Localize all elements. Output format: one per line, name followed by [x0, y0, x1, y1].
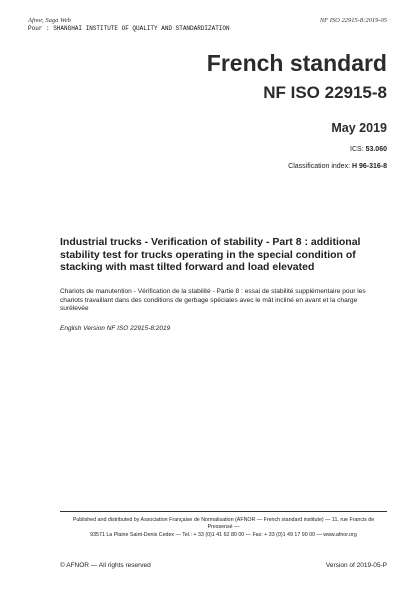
header-source: Afnor, Saga Web	[28, 17, 71, 24]
header-reference: NF ISO 22915-8:2019-05	[319, 17, 387, 24]
publisher-line-1: Published and distributed by Association Française de Normalisation (AFNOR — French standard institute) — 11, rue Francis de Pressensé —	[72, 517, 375, 531]
document-title-french: Chariots de manutention - Vérification de la stabilité - Partie 8 : essai de stabilité supplémentaire pour les chariots travaillant dans des conditions de gerbage spéciales avec le mât incliné en avant et la charge surélevée	[60, 288, 366, 313]
copyright-notice: © AFNOR — All rights reserved	[60, 562, 151, 569]
ics-line	[350, 146, 387, 153]
header-pour: Pour : SHANGHAI INSTITUTE OF QUALITY AND STANDARDIZATION	[28, 25, 230, 32]
classification-line	[288, 163, 387, 170]
english-version-note: English Version NF ISO 22915-8:2019	[60, 325, 171, 332]
standard-date: May 2019	[331, 121, 387, 135]
classification-label: Classification index:	[288, 163, 352, 170]
ics-value: 53.060	[365, 146, 387, 153]
classification-value: H 96-316-8	[351, 163, 387, 170]
publisher-line-2: 93571 La Plaine Saint-Denis Cedex — Tel.: + 33 (0)1 41 62 80 00 — Fax: + 33 (0)1 49 17 90 00 — www.afnor.org	[90, 531, 357, 538]
standard-title: French standard	[206, 50, 387, 76]
document-title-english: Industrial trucks - Verification of stability - Part 8 : additional stability test for trucks operating in the special condition of stacking with mast tilted forward and load elevated	[60, 236, 361, 273]
footer-divider	[60, 511, 387, 512]
header-left	[28, 17, 230, 33]
publisher-info	[60, 517, 387, 539]
standard-number: NF ISO 22915-8	[263, 83, 387, 102]
version-label: Version of 2019-05-P	[325, 562, 387, 569]
ics-label: ICS:	[350, 146, 366, 153]
